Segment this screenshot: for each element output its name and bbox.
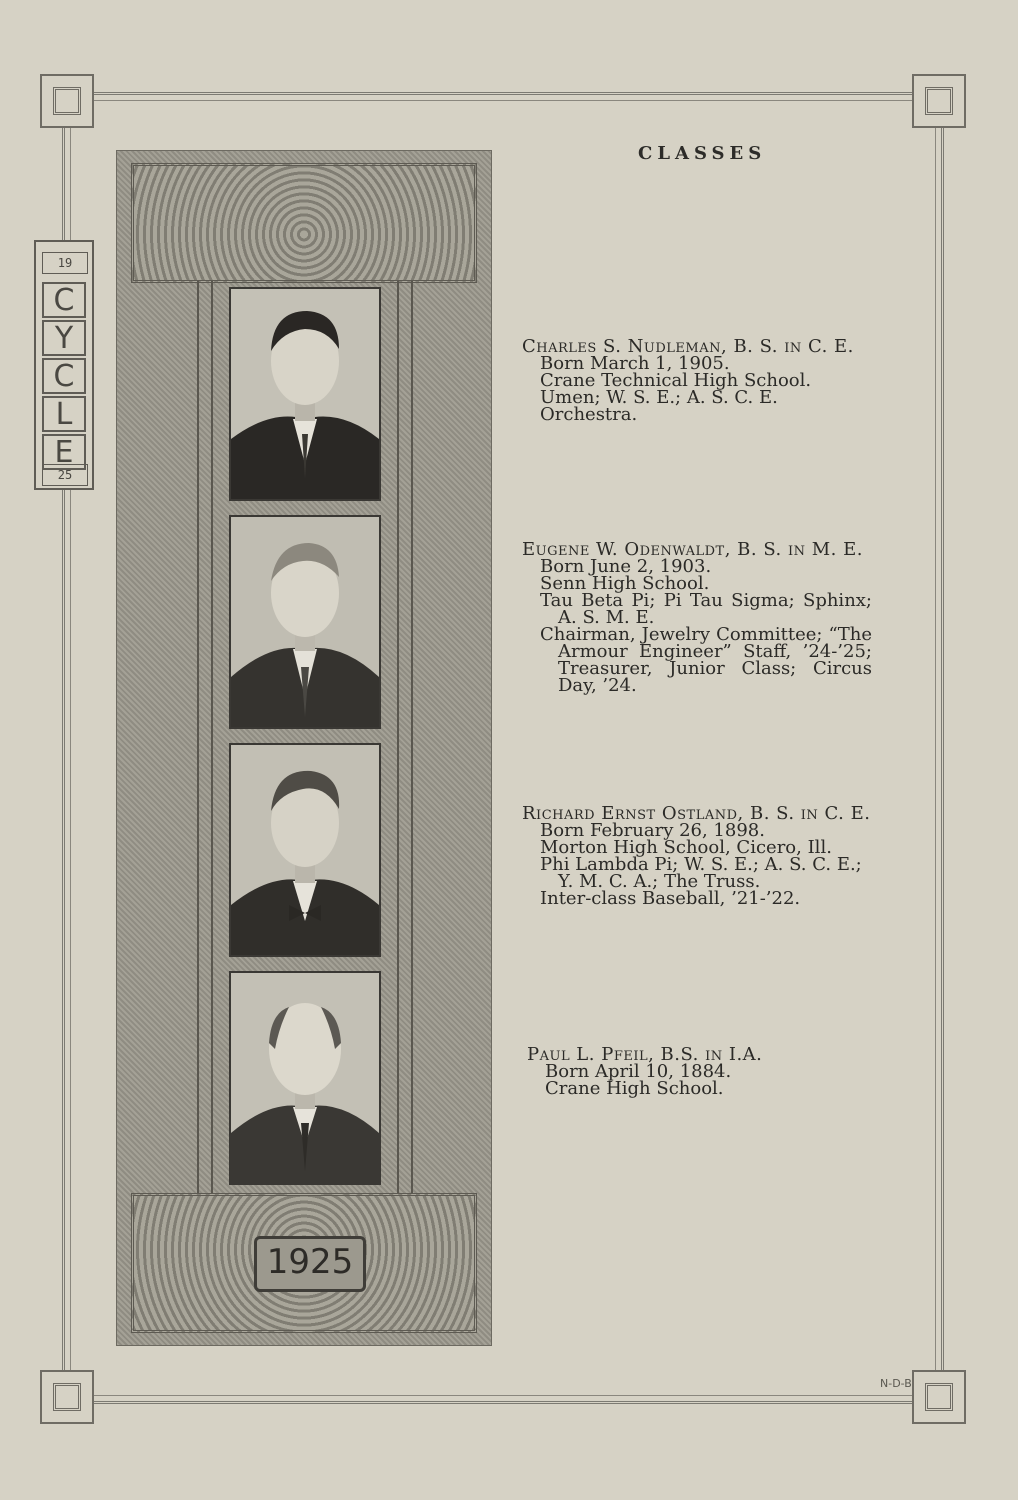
- student-detail: Y. M. C. A.; The Truss.: [558, 871, 761, 892]
- student-detail: Crane High School.: [545, 1078, 724, 1099]
- student-entry-odenwaldt: [522, 541, 872, 694]
- page-title: CLASSES: [638, 143, 767, 164]
- student-detail: Born March 1, 1905.: [540, 353, 730, 374]
- cycle-letter: L: [42, 396, 86, 432]
- student-detail: Phi Lambda Pi; W. S. E.; A. S. C. E.;: [540, 854, 862, 875]
- student-detail: Senn High School.: [540, 573, 710, 594]
- student-detail: Tau Beta Pi; Pi Tau Sigma; Sphinx;: [540, 590, 872, 611]
- portrait-photo-ostland: [229, 743, 381, 957]
- cycle-sidebar-tab: [34, 240, 94, 490]
- student-detail: Umen; W. S. E.; A. S. C. E.: [540, 387, 778, 408]
- portrait-panel: [116, 150, 492, 1346]
- portrait-photo-odenwaldt: [229, 515, 381, 729]
- student-detail: Morton High School, Cicero, Ill.: [540, 837, 832, 858]
- corner-ornament-top-right: [912, 74, 966, 128]
- student-detail: Chairman, Jewelry Committee; “The: [540, 624, 872, 645]
- cycle-letters: [42, 282, 86, 472]
- artist-initials: N-D-B: [880, 1377, 912, 1390]
- panel-ornament-top: [131, 163, 477, 283]
- panel-year-emblem: 1925: [254, 1236, 366, 1292]
- portrait-image: [231, 745, 379, 955]
- student-detail: Treasurer, Junior Class; Circus: [558, 658, 872, 679]
- student-name: Eugene W. Odenwaldt, B. S. in M. E.: [522, 539, 863, 560]
- student-detail: Day, ’24.: [558, 675, 637, 696]
- student-detail: Orchestra.: [540, 404, 638, 425]
- cycle-letter: E: [42, 434, 86, 470]
- student-entry-ostland: [522, 805, 872, 907]
- student-entry-pfeil: [527, 1046, 877, 1097]
- student-detail: Inter-class Baseball, ’21-’22.: [540, 888, 801, 909]
- student-entry-nudleman: [522, 338, 872, 423]
- cycle-letter: Y: [42, 320, 86, 356]
- student-detail: Armour Engineer” Staff, ’24-’25;: [558, 641, 872, 662]
- student-detail: Born June 2, 1903.: [540, 556, 712, 577]
- portrait-photo-pfeil: [229, 971, 381, 1185]
- student-detail: A. S. M. E.: [558, 607, 655, 628]
- panel-rail-right: [397, 281, 413, 1201]
- corner-ornament-top-left: [40, 74, 94, 128]
- portrait-image: [231, 289, 379, 499]
- panel-ornament-bottom: [131, 1193, 477, 1333]
- student-detail: Crane Technical High School.: [540, 370, 812, 391]
- corner-ornament-bottom-left: [40, 1370, 94, 1424]
- cycle-year-bottom: 25: [42, 464, 88, 486]
- portrait-photo-nudleman: [229, 287, 381, 501]
- student-detail: Born February 26, 1898.: [540, 820, 765, 841]
- panel-rail-left: [197, 281, 213, 1201]
- portrait-image: [231, 517, 379, 727]
- cycle-year-top: 19: [42, 252, 88, 274]
- cycle-letter: C: [42, 358, 86, 394]
- student-name: Paul L. Pfeil, B.S. in I.A.: [527, 1044, 763, 1065]
- student-name: Charles S. Nudleman, B. S. in C. E.: [522, 336, 854, 357]
- portrait-image: [231, 973, 379, 1183]
- corner-ornament-bottom-right: [912, 1370, 966, 1424]
- student-detail: Born April 10, 1884.: [545, 1061, 732, 1082]
- student-name: Richard Ernst Ostland, B. S. in C. E.: [522, 803, 871, 824]
- cycle-letter: C: [42, 282, 86, 318]
